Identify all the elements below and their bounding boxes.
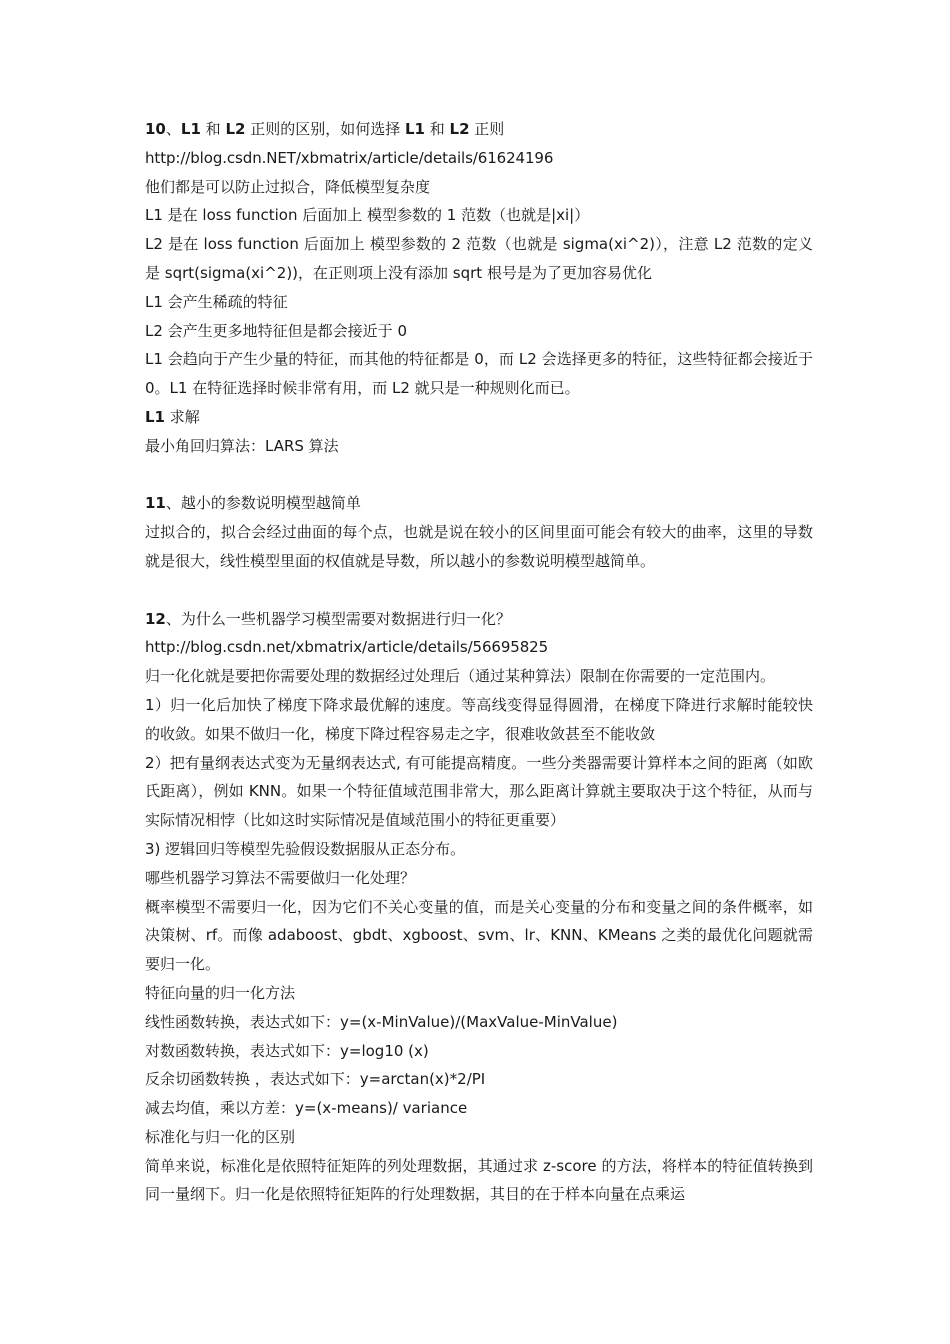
section-11-heading: [145, 489, 813, 518]
section-12-heading: [145, 605, 813, 634]
heading-term: L1: [180, 120, 201, 138]
paragraph: 过拟合的，拟合会经过曲面的每个点，也就是说在较小的区间里面可能会有较大的曲率，这里的导数就是很大，线性模型里面的权值就是导数，所以越小的参数说明模型越简单。: [145, 523, 813, 570]
text-line: 他们都是可以防止过拟合，降低模型复杂度: [145, 177, 431, 196]
spacer: [145, 576, 813, 605]
heading-term: L1: [404, 120, 425, 138]
text-line: 最小角回归算法：LARS 算法: [145, 436, 339, 455]
section-number: 12: [145, 609, 166, 628]
text-line: 标准化与归一化的区别: [145, 1127, 296, 1146]
subheading: [145, 403, 813, 432]
document-page: [145, 115, 813, 1209]
text-line: L2 会产生更多地特征但是都会接近于 0: [145, 321, 407, 340]
text-line: 3) 逻辑回归等模型先验假设数据服从正态分布。: [145, 839, 466, 858]
formula-line: 减去均值，乘以方差：y=(x-means)/ variance: [145, 1099, 468, 1118]
paragraph: 2）把有量纲表达式变为无量纲表达式, 有可能提高精度。一些分类器需要计算样本之间的距离（如欧氏距离），例如 KNN。如果一个特征值域范围非常大，那么距离计算就主要取决于这个特征，从而与实际情况相悖（比如这时实际情况是值域范围小的特征更重要）: [145, 753, 813, 830]
text-line: L1 是在 loss function 后面加上 模型参数的 1 范数（也就是|xi|）: [145, 206, 590, 225]
heading-text: 和: [424, 120, 450, 138]
paragraph: 简单来说，标准化是依照特征矩阵的列处理数据，其通过求 z-score 的方法，将样本的特征值转换到同一量纲下。归一化是依照特征矩阵的行处理数据，其目的在于样本向量在点乘运: [145, 1156, 813, 1204]
spacer: [145, 461, 813, 490]
section-10-heading: [145, 115, 813, 144]
section-number: 10: [145, 120, 166, 138]
paragraph: 概率模型不需要归一化，因为它们不关心变量的值，而是关心变量的分布和变量之间的条件概率，如决策树、rf。而像 adaboost、gbdt、xgboost、svm、lr、KNN、KMeans 之类的最优化问题就需要归一化。: [145, 897, 813, 974]
reference-link[interactable]: http://blog.csdn.NET/xbmatrix/article/details/61624196: [145, 148, 554, 167]
heading-text: 、越小的参数说明模型越简单: [165, 494, 361, 513]
paragraph: 1）归一化后加快了梯度下降求最优解的速度。等高线变得显得圆滑，在梯度下降进行求解时能较快的收敛。如果不做归一化，梯度下降过程容易走之字，很难收敛甚至不能收敛: [145, 695, 813, 743]
formula-line: 反余切函数转换 ，表达式如下：y=arctan(x)*2/PI: [145, 1070, 486, 1089]
heading-separator: 、: [165, 120, 181, 138]
formula-line: 线性函数转换，表达式如下：y=(x-MinValue)/(MaxValue-MinValue): [145, 1012, 618, 1031]
heading-term: L2: [225, 120, 246, 138]
reference-link[interactable]: http://blog.csdn.net/xbmatrix/article/details/56695825: [145, 638, 549, 657]
heading-text: 正则: [469, 120, 505, 138]
paragraph: 归一化化就是要把你需要处理的数据经过处理后（通过某种算法）限制在你需要的一定范围内。: [145, 667, 776, 686]
subheading-term: L1: [145, 407, 165, 426]
text-line: 哪些机器学习算法不需要做归一化处理？: [145, 868, 416, 887]
heading-text: 、为什么一些机器学习模型需要对数据进行归一化？: [165, 609, 511, 628]
text-line: 特征向量的归一化方法: [145, 983, 296, 1002]
heading-text: 正则的区别，如何选择: [245, 120, 405, 138]
paragraph: L1 会趋向于产生少量的特征，而其他的特征都是 0，而 L2 会选择更多的特征，这些特征都会接近于 0。L1 在特征选择时候非常有用，而 L2 就只是一种规则化而已。: [145, 350, 813, 398]
formula-line: 对数函数转换，表达式如下：y=log10 (x): [145, 1041, 429, 1060]
section-number: 11: [145, 494, 166, 513]
heading-term: L2: [449, 120, 470, 138]
text-line: L1 会产生稀疏的特征: [145, 292, 288, 311]
paragraph: L2 是在 loss function 后面加上 模型参数的 2 范数（也就是 sigma(xi^2)），注意 L2 范数的定义是 sqrt(sigma(xi^2))，在正则项上没有添加 sqrt 根号是为了更加容易优化: [145, 235, 813, 282]
subheading-text: 求解: [165, 407, 200, 426]
heading-text: 和: [200, 120, 226, 138]
